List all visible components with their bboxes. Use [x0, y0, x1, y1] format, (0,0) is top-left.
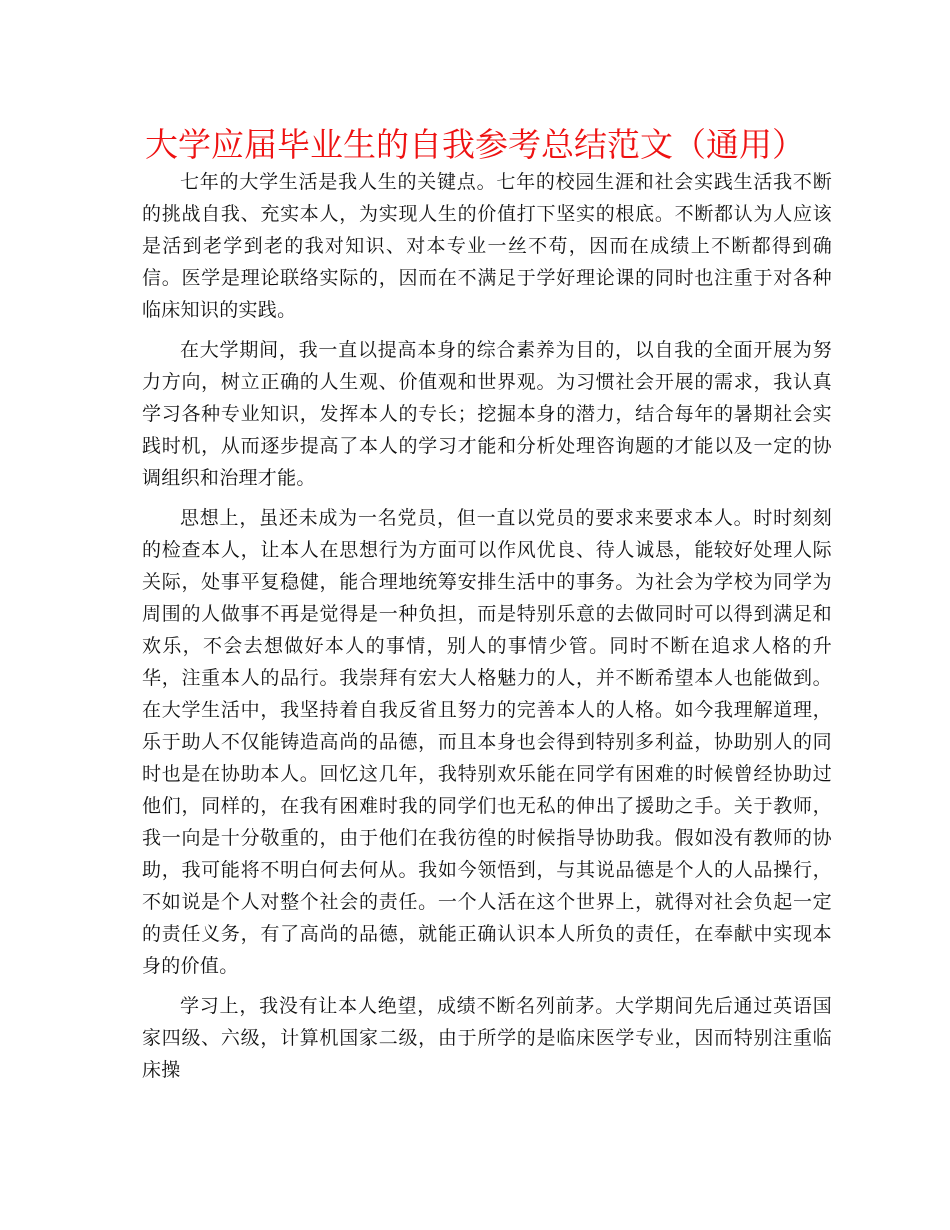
- paragraph-1: 七年的大学生活是我人生的关键点。七年的校园生涯和社会实践生活我不断的挑战自我、充实本人，为实现人生的价值打下坚实的根底。不断都认为人应该是活到老学到老的我对知识、对本专业一丝不苟，因而在成绩上不断都得到确信。医学是理论联络实际的，因而在不满足于学好理论课的同时也注重于对各种临床知识的实践。: [142, 171, 832, 321]
- paragraph-2: 在大学期间，我一直以提高本身的综合素养为目的，以自我的全面开展为努力方向，树立正确的人生观、价值观和世界观。为习惯社会开展的需求，我认真学习各种专业知识，发挥本人的专长；挖掘本身的潜力，结合每年的暑期社会实践时机，从而逐步提高了本人的学习才能和分析处理咨询题的才能以及一定的协调组织和治理才能。: [142, 339, 832, 489]
- paragraph-3: 思想上，虽还未成为一名党员，但一直以党员的要求来要求本人。时时刻刻的检查本人，让本人在思想行为方面可以作风优良、待人诚恳，能较好处理人际关际，处事平复稳健，能合理地统筹安排生活中的事务。为社会为学校为同学为周围的人做事不再是觉得是一种负担，而是特别乐意的去做同时可以得到满足和欢乐，不会去想做好本人的事情，别人的事情少管。同时不断在追求人格的升华，注重本人的品行。我崇拜有宏大人格魅力的人，并不断希望本人也能做到。在大学生活中，我坚持着自我反省且努力的完善本人的人格。如今我理解道理，乐于助人不仅能铸造高尚的品德，而且本身也会得到特别多利益，协助别人的同时也是在协助本人。回忆这几年，我特别欢乐能在同学有困难的时候曾经协助过他们，同样的，在我有困难时我的同学们也无私的伸出了援助之手。关于教师，我一向是十分敬重的，由于他们在我彷徨的时候指导协助我。假如没有教师的协助，我可能将不明白何去何从。我如今领悟到，与其说品德是个人的人品操行，不如说是个人对整个社会的责任。一个人活在这个世界上，就得对社会负起一定的责任义务，有了高尚的品德，就能正确认识本人所负的责任，在奉献中实现本身的价值。: [142, 507, 832, 977]
- document-title: 大学应届毕业生的自我参考总结范文（通用）: [145, 125, 805, 164]
- paragraph-4: 学习上，我没有让本人绝望，成绩不断名列前茅。大学期间先后通过英语国家四级、六级，计算机国家二级，由于所学的是临床医学专业，因而特别注重临床操: [142, 995, 832, 1081]
- document-body: [142, 166, 832, 1094]
